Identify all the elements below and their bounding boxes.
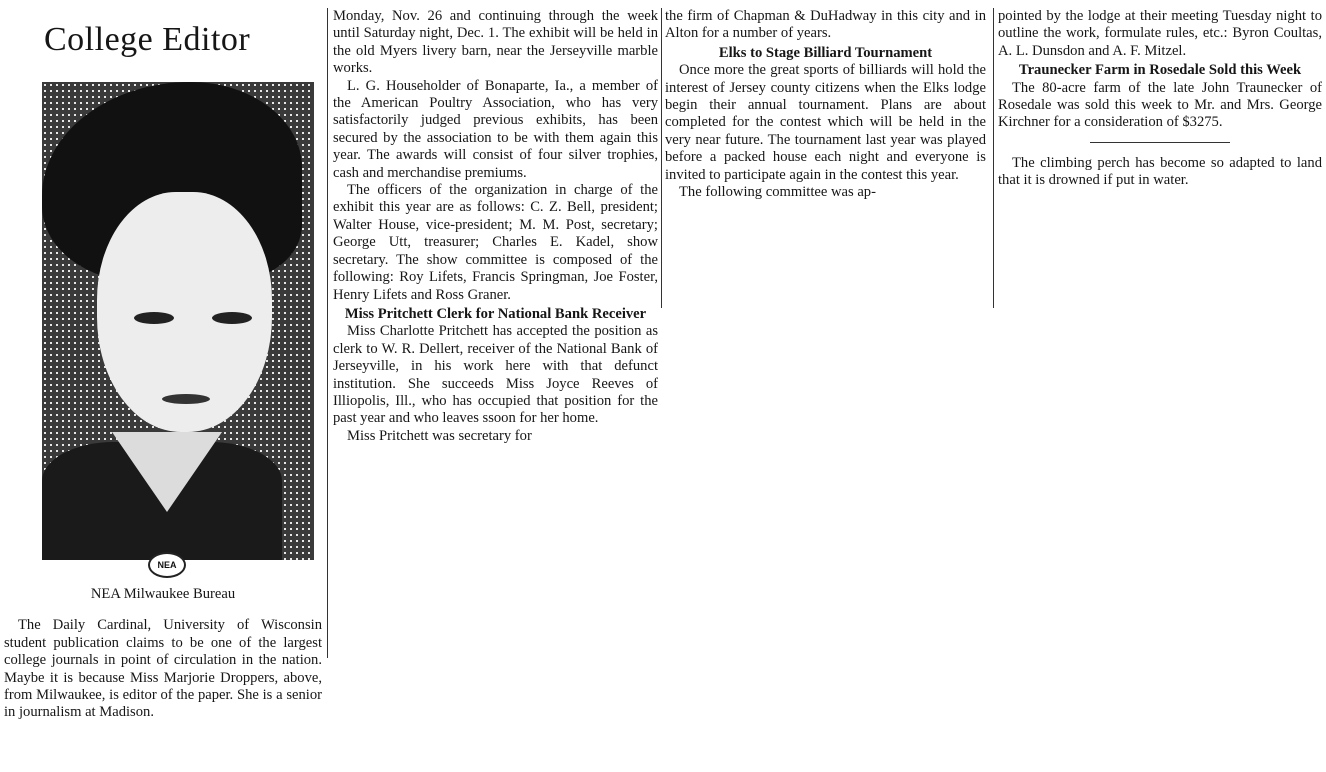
- paragraph: pointed by the lodge at their meeting Tuesday night to outline the work, formulate rules, etc.: Byron Coultas, A. L. Dunsdon and A. F. Mitzel.: [998, 8, 1322, 59]
- photo-mouth: [162, 394, 210, 404]
- column-rule: [327, 8, 328, 658]
- paragraph: Once more the great sports of billiards will hold the interest of Jersey county citizens when the Elks lodge begin their annual tournament. Plans are about completed for the contest which will be held in the very near future. The tournament last year was played before a packed house each night and everyone is invited to participate again in the contest this year.: [665, 62, 986, 183]
- paragraph: Monday, Nov. 26 and continuing through the week until Saturday night, Dec. 1. The exhibit will be held in the old Myers livery barn, near the Jerseyville marble works.: [333, 8, 658, 77]
- photo-left-eye: [134, 312, 174, 324]
- portrait-photo: [42, 82, 314, 560]
- paragraph: Miss Pritchett was secretary for: [347, 427, 532, 444]
- column-poultry-show: [333, 8, 658, 445]
- subhead-pritchett: Miss Pritchett Clerk for National Bank Receiver: [344, 305, 647, 322]
- column-elks-tournament: [665, 8, 986, 201]
- photo-right-eye: [212, 312, 252, 324]
- column-traunecker-farm: [998, 8, 1322, 190]
- column-college-editor: [4, 8, 322, 722]
- photo-caption: The Daily Cardinal, University of Wisconsin student publication claims to be one of the largest college journals in point of circulation in the nation. Maybe it is because Miss Marjorie Droppers, above, from Milwaukee, is editor of the paper. She is a senior in journalism at Madison.: [4, 617, 322, 721]
- headline-college-editor: College Editor: [44, 21, 251, 58]
- paragraph: L. G. Householder of Bonaparte, Ia., a member of the American Poultry Association, who has very satisfactorily judged previous exhibits, has been secured by the association to be with them again this year. The awards will consist of four silver trophies, cash and merchandise premiums.: [333, 77, 658, 181]
- paragraph: The officers of the organization in charge of the exhibit this year are as follows: C. Z. Bell, president; Walter House, vice-president; M. M. Post, secretary; George Utt, treasurer; Charles E. Kadel, show secretary. The show committee is composed of the following: Roy Lifets, Francis Springman, Joe Foster, Henry Lifets and Ross Graner.: [333, 182, 658, 303]
- paragraph: the firm of Chapman & DuHadway in this city and in Alton for a number of years.: [665, 8, 986, 42]
- photo-credit: NEA Milwaukee Bureau: [90, 586, 236, 602]
- subhead-traunecker: Traunecker Farm in Rosedale Sold this Week: [1018, 62, 1302, 79]
- nea-logo: NEA: [148, 552, 186, 578]
- paragraph: The 80-acre farm of the late John Traunecker of Rosedale was sold this week to Mr. and Mrs. George Kirchner for a consideration of $3275.: [998, 79, 1322, 131]
- paragraph: Miss Charlotte Pritchett has accepted the position as clerk to W. R. Dellert, receiver of the National Bank of Jerseyville, in his work here with that defunct institution. She succeeds Miss Joyce Reeves of Illiopolis, Ill., who has occupied that position for the past year and who leaves ssoon for her home.: [333, 323, 658, 427]
- column-rule: [993, 8, 994, 308]
- paragraph: The climbing perch has become so adapted to land that it is drowned if put in water.: [998, 154, 1322, 189]
- column-rule: [661, 8, 662, 308]
- divider: [1090, 142, 1230, 143]
- paragraph: The following committee was ap-: [679, 184, 876, 201]
- subhead-elks: Elks to Stage Billiard Tournament: [718, 44, 933, 61]
